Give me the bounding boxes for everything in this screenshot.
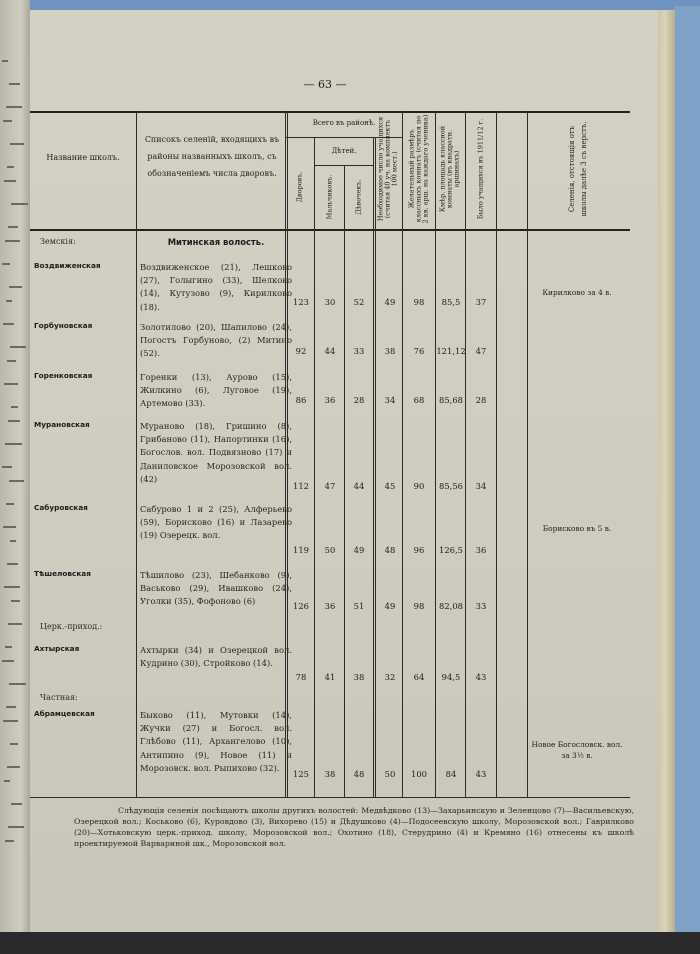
cell-students: 33 [475,601,487,611]
header-desired-area: Желательный размѣръ классныхъ комнатъ (считая по 2 кв. арш. на каждаго ученика) [407,114,430,224]
cell-girls: 49 [353,545,365,555]
cell-students: 34 [475,481,487,491]
school-name: Воздвиженская [34,261,101,270]
cell-actual: 121,12 [436,346,466,356]
village-list: Тѣшилово (23), Шебанково (9), Васьково (29), Ивашково (24), Уголки (35), Фофоново (6) [140,570,292,607]
header-required-seats: Необходимое число учащихся (считая 40 уч. на комплектъ 100 мест.) [376,116,399,222]
village-list: Золотилово (20), Шапилово (24), Погостъ Горбуново, (2) Митино (52). [140,322,292,359]
statistics-table [30,111,630,798]
adjacent-page [0,0,30,954]
right-blue-edge [674,6,700,941]
cell-desired: 68 [413,395,425,405]
col-rule [527,111,528,797]
cell-households: 125 [293,769,309,779]
cell-desired: 98 [413,297,425,307]
bottom-shadow [0,932,700,954]
cell-actual: 84 [445,769,457,779]
school-name: Горбуновская [34,321,93,330]
distant-village-note: Кирилково за 4 в. [542,288,612,297]
cell-households: 126 [293,601,309,611]
cell-boys: 38 [324,769,336,779]
cell-actual: 94,5 [441,672,461,682]
page-stack-edge [655,10,675,934]
category-zemstvo: Земскія: [40,237,76,246]
cell-girls: 44 [353,481,365,491]
school-name: Горенковская [34,371,93,380]
cell-required: 49 [384,601,396,611]
cell-desired: 98 [413,601,425,611]
cell-desired: 100 [411,769,427,779]
cell-required: 50 [384,769,396,779]
adjacent-page-marks [2,60,26,880]
cell-required: 49 [384,297,396,307]
cell-boys: 41 [324,672,336,682]
cell-desired: 96 [413,545,425,555]
cell-girls: 28 [353,395,365,405]
cell-households: 112 [293,481,309,491]
header-total-in-district: Всего въ районѣ. [312,119,376,127]
col-rule [402,111,403,797]
cell-households: 123 [293,297,309,307]
cell-actual: 85,56 [439,481,463,491]
cell-girls: 51 [353,601,365,611]
school-name: Сабуровская [34,503,88,512]
footnote: Слѣдующія селенія посѣщаютъ школы другихъ волостей: Медвѣдково (13)—Захарьинскую и Зеленцово (7)—Васильевскую, Озерецкой вол.; Коськово (6), Куровдово (3), Вихорево (15) и Дѣдушково (4)—Подосеевскую школу, Морозовской вол.; Гаврилково (20)—Хотьковскую церк.-приход. школу, Морозовской вол.; Охотино (18), Стерудрино (4) и Кремяно (16) отнесены къ школѣ проектируемой Варвариной шк., Морозовской вол. [74,806,634,848]
category-private: Частная: [40,693,78,702]
distant-village-note: Борисково въ 5 в. [542,524,612,533]
col-rule [314,137,315,797]
cell-students: 28 [475,395,487,405]
cell-actual: 126,5 [439,545,463,555]
cell-students: 43 [475,672,487,682]
col-rule [373,137,376,797]
col-rule [465,111,466,797]
cell-boys: 47 [324,481,336,491]
cell-students: 36 [475,545,487,555]
cell-boys: 50 [324,545,336,555]
table-top-rule [30,111,630,113]
cell-boys: 44 [324,346,336,356]
cell-required: 45 [384,481,396,491]
page-number: — 63 — [303,78,347,91]
school-name: Абрамцевская [34,709,95,718]
header-households: Дворовъ. [295,171,304,203]
cell-households: 78 [295,672,307,682]
cell-desired: 90 [413,481,425,491]
cell-boys: 36 [324,601,336,611]
school-name: Ахтырская [34,644,80,653]
cell-desired: 64 [413,672,425,682]
village-list: Ахтырки (34) и Озерецкой вол. Кудрино (30), Стройково (14). [140,645,292,669]
cell-required: 48 [384,545,396,555]
village-list: Сабурово 1 и 2 (25), Алферьево (59), Борисково (16) и Лазарево (19) Озерецк. вол. [140,504,292,541]
header-students-1911: Было учащихся въ 1911/12 г. [476,118,485,220]
book-page [30,10,658,934]
header-boys: Мальчиковъ. [325,174,334,220]
cell-required: 38 [384,346,396,356]
cell-actual: 82,08 [439,601,463,611]
col-rule [496,111,497,797]
cell-desired: 76 [413,346,425,356]
cell-girls: 33 [353,346,365,356]
cell-households: 86 [295,395,307,405]
cell-girls: 48 [353,769,365,779]
cell-actual: 85,68 [439,395,463,405]
header-girls: Дѣвочекъ. [354,179,363,215]
distant-village-note: Новое Богословск. вол. за 3½ в. [531,740,623,760]
col-rule [435,111,436,797]
cell-students: 47 [475,346,487,356]
cell-students: 37 [475,297,487,307]
village-list: Воздвиженское (21), Лешково (27), Голыгино (33), Шелково (14), Кутузово (9), Кирилково (18). [140,262,292,312]
village-list: Горенки (13), Аурово (15), Жилкино (6), Луговое (19), Артемово (33). [140,372,292,409]
cell-required: 32 [384,672,396,682]
cell-girls: 52 [353,297,365,307]
cell-boys: 36 [324,395,336,405]
village-list: Мураново (18), Гришино (8), Грибаново (11), Напортинки (16), Богослов. вол. Подвязново (17) и Даниловское Морозовской вол. (42) [140,421,292,484]
cell-actual: 85,5 [441,297,461,307]
table-bottom-rule [30,797,630,798]
cell-required: 34 [384,395,396,405]
school-name: Тѣшеловская [34,569,91,578]
header-distant-villages: Селенія, отстоящія отъ школы далѣе 3 съ верстъ. [568,121,588,217]
category-parish: Церк.-приход.: [40,622,103,631]
cell-households: 119 [293,545,309,555]
header-school-name: Название школъ. [46,153,120,162]
volost-name: Митинская волость. [167,237,265,247]
header-bottom-rule [30,229,630,231]
cell-girls: 38 [353,672,365,682]
header-villages: Списокъ селеній, входящихъ въ районы названныхъ школъ, съ обозначеніемъ числа дворовъ. [144,135,280,178]
header-children: Дѣтей. [331,147,357,155]
cell-students: 43 [475,769,487,779]
header-actual-area: Кмѣр. площадь классной комнаты (въ квадратн. аршинахъ) [438,125,461,213]
col-rule [136,111,137,797]
cell-households: 92 [295,346,307,356]
school-name: Мурановская [34,420,90,429]
village-list: Быково (11), Мутовки (14), Жучки (27) и Богосл. вол. Глѣбово (11), Архангелово (10), Антипино (9), Новое (11) и Морозовск. вол. Рыпихово (32). [140,710,292,773]
cell-boys: 30 [324,297,336,307]
